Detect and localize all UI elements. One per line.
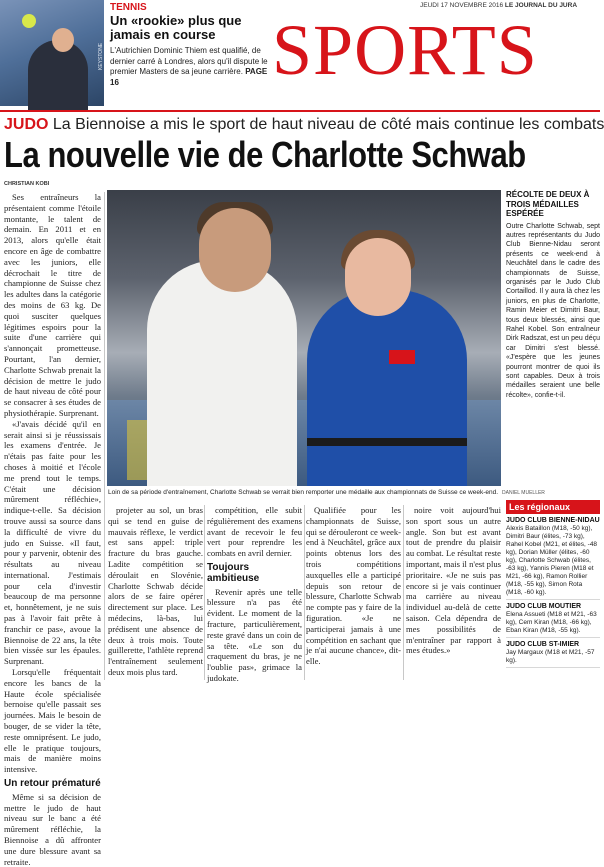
photo-credit: DANIEL MUELLER <box>502 490 545 496</box>
column-divider <box>104 192 105 680</box>
tennis-ball-icon <box>22 14 36 28</box>
photo-athlete <box>307 290 467 486</box>
article-column-1 <box>4 192 101 867</box>
byline: CHRISTIAN KOBI <box>4 181 50 187</box>
article-kicker <box>4 116 604 134</box>
club-members: Jay Margaux (M18 et M21, -57 kg). <box>506 649 595 664</box>
teaser-kicker: TENNIS <box>110 2 147 13</box>
column-divider <box>204 505 205 680</box>
subhead-retour: Un retour prématuré <box>4 778 101 790</box>
article-column-3 <box>207 505 302 683</box>
kicker-text: La Biennoise a mis le sport de haut niveau de côté mais continue les combats <box>52 116 604 133</box>
paragraph: projeter au sol, un bras qui se tend en guise de mauvais réflexe, le verdict est sans appel: triple fracture du bras gauche. Ladite compétition se déroulait en Slovénie, Charlotte Schwab décide alors de se faire opérer directement sur place. Les médecins, là-bas, lui prédisent une absence de deux à trois mois. Toute guillerette, l'athlète reprend l'entraînement seulement deux mois plus tard. <box>108 505 203 677</box>
club-entry <box>506 517 600 600</box>
club-entry <box>506 641 600 668</box>
club-entry <box>506 603 600 638</box>
column-divider <box>403 505 404 680</box>
date-line <box>420 2 577 9</box>
club-name: JUDO CLUB ST-IMIER <box>506 641 580 648</box>
article-column-5 <box>406 505 501 680</box>
photo-belt <box>307 438 467 446</box>
section-title: SPORTS <box>272 10 538 90</box>
paragraph: Qualifiée pour les championnats de Suisse, qui se dérouleront ce week-end à Neuchâtel, grâce aux points obtenus lors des trois compétitions auxquelles elle a participé depuis son retour de blessure, Charlotte Schwab ne compte pas y faire de la figuration. «Je ne participerai jamais à une compétition en sachant que je n'ai aucune chance», dit-elle. <box>306 505 401 667</box>
sidebar-box <box>506 190 600 495</box>
article-column-2 <box>108 505 203 680</box>
player-head <box>52 28 74 52</box>
paragraph: «J'avais décidé qu'il en serait ainsi si je réussissais les examens d'entrée. Je n'étais pas faite pour les choses à moitié et l'école me prend tout le temps. C'était une décision mûrement réfléchie», indique-t-elle. Sa décision trouve aussi sa source dans la difficulté de vivre du judo en Suisse. «Il faut, pour y parvenir, obtenir des résultats au niveau international. J'estimais pour cela d'investir beaucoup de ma personne et, honnêtement, je ne suis pas à l'avoir fait prête à franchir ce pas», avoue la Biennoise de 22 ans, la tête bien vissée sur les épaules. Surprenant. <box>4 418 101 667</box>
paragraph: Ses entraîneurs la présentaient comme l'étoile montante, le talent de demain. En 2011 et en 2013, alors qu'elle était encore en âge de combattre avec les juniors, elle décrochait le titre de championne de Suisse chez les adultes dans la catégorie des moins de 63 kg. De quoi susciter quelques légitimes espoirs pour la suite d'une carrière qui s'annonçait prometteuse. Pourtant, l'an dernier, Charlotte Schwab prenait la décision de mettre le judo de haut niveau de côté pour se consacrer à ses études de physiothérapie. Surprenant. <box>4 192 101 418</box>
newspaper-name: LE JOURNAL DU JURA <box>504 2 578 9</box>
paragraph: Revenir après une telle blessure n'a pas été évident. Le moment de la fracture, particulièrement, reste gravé dans un coin de sa tête. «Le son du craquement du bras, je ne l'oublie pas», grimace la judokate. <box>207 586 302 683</box>
teaser-photo <box>0 0 104 106</box>
club-name: JUDO CLUB MOUTIER <box>506 603 582 610</box>
teaser-title[interactable]: Un «rookie» plus que jamais en course <box>110 13 242 42</box>
club-members: Elena Assueti (M18 et M21, -63 kg), Cem Kiran (M18, -66 kg), Eban Kiran (M18, -55 kg). <box>506 611 597 634</box>
subhead-ambitieuse: Toujours ambitieuse <box>207 561 260 584</box>
regionaux-box <box>506 500 600 680</box>
photo-athlete-head <box>345 238 411 316</box>
paragraph: Même si sa décision de mettre le judo de haut niveau sur le banc a été mûrement réfléchie, la Biennoise a dû affronter une dure blessure avant sa retraite. <box>4 791 101 867</box>
paragraph: Lorsqu'elle fréquentait encore les bancs de la Haute école spécialisée bernoise qu'elle passait ses journées. Mais le besoin de bouger, de se vider la tête, reste omniprésent. Le judo, elle le pratique toujours, mais de manière moins intensive. <box>4 667 101 775</box>
paragraph: compétition, elle subit régulièrement des examens avant de recevoir le feu vert pour reprendre les combats en avril dernier. <box>207 505 302 559</box>
column-divider <box>304 505 305 680</box>
club-name: JUDO CLUB BIENNE-NIDAU <box>506 517 600 524</box>
sidebar-title: RÉCOLTE DE DEUX À TROIS MÉDAILLES ESPÉRÉE <box>506 190 590 218</box>
issue-date: JEUDI 17 NOVEMBRE 2016 <box>420 2 504 9</box>
sidebar-text: Outre Charlotte Schwab, sept autres représentants du Judo Club Bienne-Nidau seront présents ce week-end à Neuchâtel dans le cadre des championnats de Suisse, organisés par le Judo Club Cortaillod. Il y aura là chez les juniors, en plus de Charlotte, Ramin Meier et Dimitri Baur, tous deux blessés, ainsi que Rahel Kobel. Son entraîneur Dirk Radszat, est un peu déçu car Dimitri s'est blessé. «J'espère que les jeunes pourront montrer de quoi ils sont capables. Deux à trois médailles seraient une belle récolte», confie-t-il. <box>506 222 600 399</box>
teaser-photo-credit: KEYSTONE <box>98 42 104 70</box>
club-members: Alexis Bataillon (M18, -50 kg), Dimitri Baur (élites, -73 kg), Rahel Kobel (M21, et élites, -48 kg), Dorian Müller (élites, -60 kg), Charlotte Schwab (élites, -63 kg), Yannis Pieren (M18 et M21, -66 kg), Ramon Rollier (M18, -55 kg), Simon Rota (M18, -60 kg). <box>506 525 598 596</box>
caption-text: Loin de sa période d'entraînement, Charlotte Schwab se verrait bien remporter une médaille aux championnats de Suisse ce week-end. <box>108 489 499 496</box>
teaser-text-body: L'Autrichien Dominic Thiem est qualifié, de dernier carré à Londres, alors qu'il dispute le premier Masters de sa jeune carrière. <box>110 46 268 76</box>
teaser-page-ref[interactable]: PAGE 16 <box>110 67 268 87</box>
header-rule <box>0 110 600 112</box>
photo-trainer-head <box>199 208 271 292</box>
photo-trainer <box>147 260 297 486</box>
photo-caption <box>108 489 545 496</box>
paragraph: noire voit aujourd'hui son sport sous un autre angle. Son but est avant tout de prendre du plaisir au combat. Le résultat reste important, mais il n'est plus prioritaire. «Je ne suis pas encore si je vais continuer ma carrière au niveau individuel au-delà de cette saison. Cela dépendra de mes possibilités de m'entraîner par rapport à mes études.» <box>406 505 501 656</box>
main-photo <box>107 190 501 486</box>
regionaux-heading: Les régionaux <box>506 500 600 514</box>
teaser-text <box>110 46 272 88</box>
kicker-tag: JUDO <box>4 116 49 133</box>
article-column-4 <box>306 505 401 680</box>
photo-gi-badge <box>389 350 415 364</box>
article-headline: La nouvelle vie de Charlotte Schwab <box>4 134 526 175</box>
